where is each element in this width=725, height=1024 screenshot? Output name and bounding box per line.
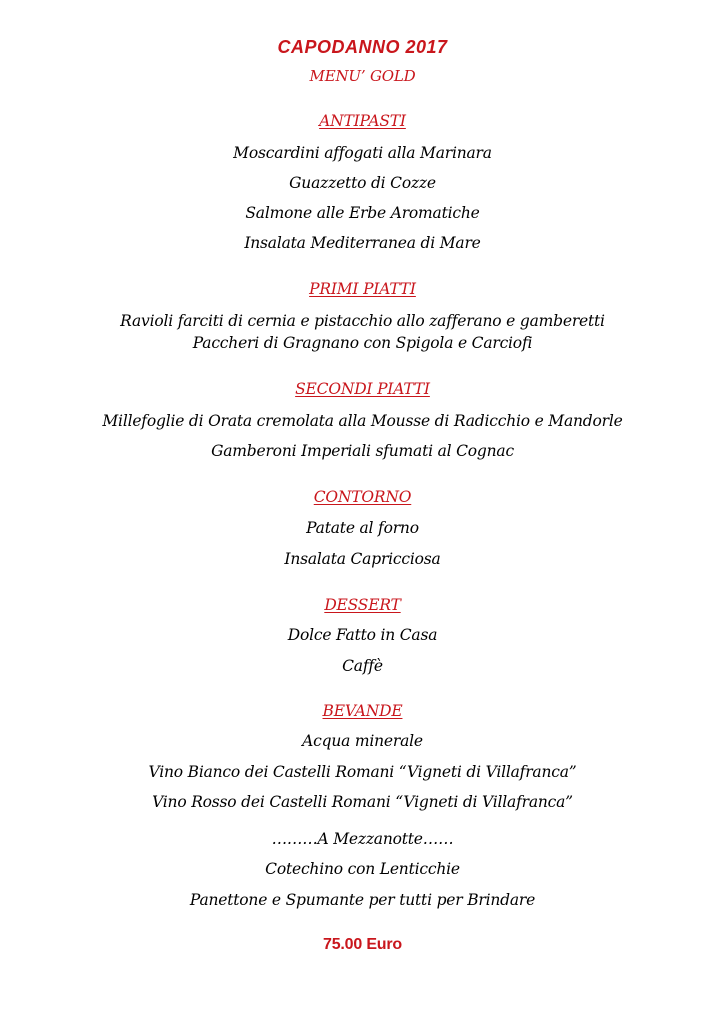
section-heading-contorno: CONTORNO: [313, 488, 412, 506]
menu-item: Patate al forno: [306, 519, 419, 537]
menu-title: CAPODANNO 2017: [277, 37, 448, 57]
section-heading-primi-piatti: PRIMI PIATTI: [309, 280, 416, 298]
menu-item: Vino Rosso dei Castelli Romani “Vigneti di Villafranca”: [152, 793, 573, 811]
section-heading-secondi-piatti: SECONDI PIATTI: [295, 380, 430, 398]
menu-subtitle: MENU’ GOLD: [309, 67, 416, 85]
menu-item: Caffè: [342, 657, 383, 675]
menu-item: Millefoglie di Orata cremolata alla Mousse di Radicchio e Mandorle: [102, 412, 623, 430]
menu-item: Panettone e Spumante per tutti per Brindare: [189, 891, 536, 909]
menu-item: Vino Bianco dei Castelli Romani “Vigneti di Villafranca”: [148, 763, 577, 781]
menu-item: Insalata Capricciosa: [284, 550, 441, 568]
midnight-heading: ………A Mezzanotte……: [271, 830, 454, 848]
menu-item: Paccheri di Gragnano con Spigola e Carciofi: [192, 334, 533, 352]
menu-item: Guazzetto di Cozze: [289, 174, 436, 192]
section-heading-bevande: BEVANDE: [322, 702, 403, 720]
menu-item: Insalata Mediterranea di Mare: [244, 234, 481, 252]
section-heading-antipasti: ANTIPASTI: [319, 112, 406, 130]
menu-item: Salmone alle Erbe Aromatiche: [245, 204, 480, 222]
menu-item: Ravioli farciti di cernia e pistacchio allo zafferano e gamberetti: [120, 312, 605, 330]
menu-item: Acqua minerale: [302, 732, 423, 750]
menu-item: Cotechino con Lenticchie: [265, 860, 460, 878]
menu-item: Moscardini affogati alla Marinara: [233, 144, 492, 162]
section-heading-dessert: DESSERT: [324, 596, 401, 614]
menu-item: Gamberoni Imperiali sfumati al Cognac: [211, 442, 514, 460]
menu-price: 75.00 Euro: [323, 936, 402, 953]
menu-item: Dolce Fatto in Casa: [287, 626, 438, 644]
